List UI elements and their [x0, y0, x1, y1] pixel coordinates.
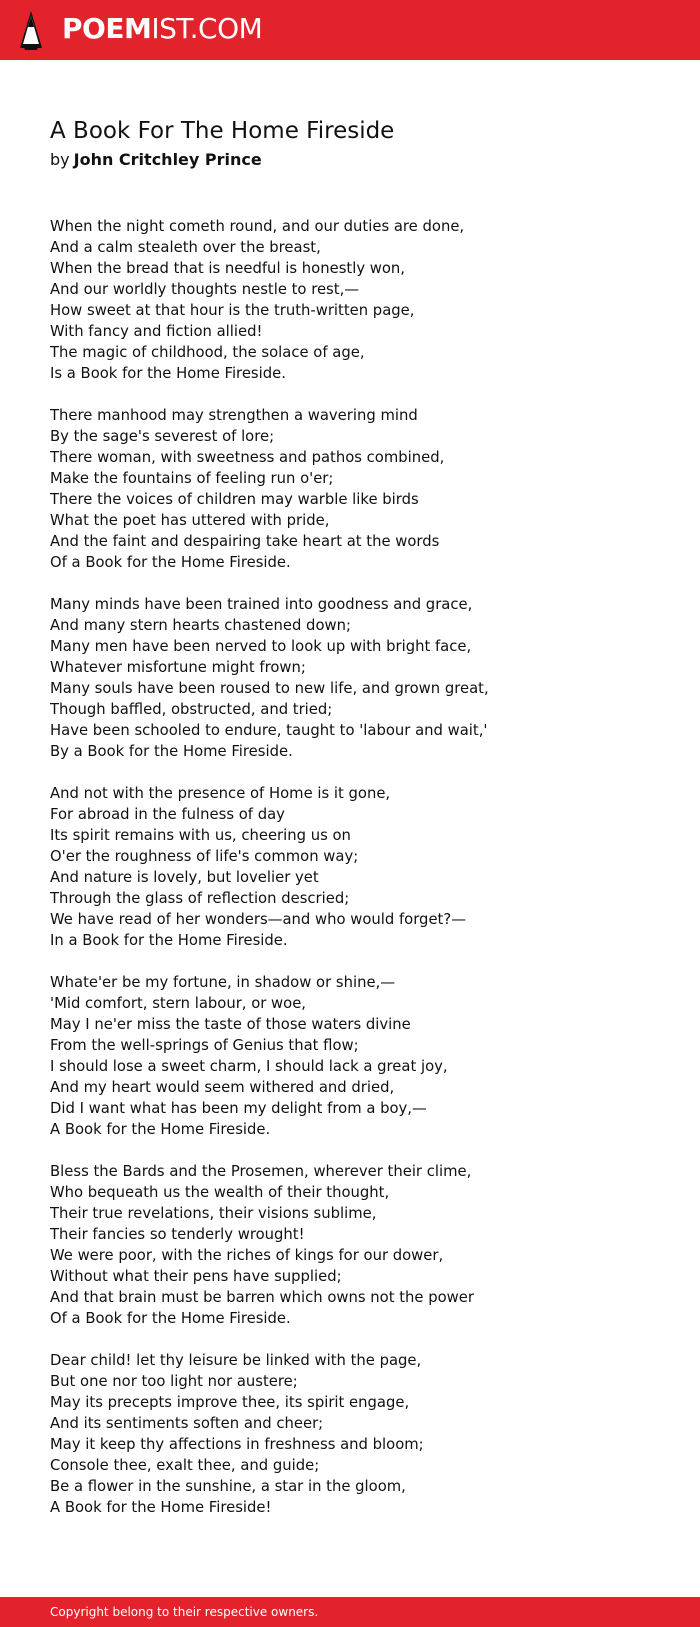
poem-line: O'er the roughness of life's common way; — [50, 848, 359, 865]
poem-line: And nature is lovely, but lovelier yet — [50, 869, 319, 886]
poem-line: What the poet has uttered with pride, — [50, 512, 330, 529]
poem-line: There manhood may strengthen a wavering mind — [50, 407, 418, 424]
poem-line: How sweet at that hour is the truth-written page, — [50, 302, 415, 319]
poem-line: Have been schooled to endure, taught to 'labour and wait,' — [50, 722, 488, 739]
poem-body — [50, 216, 650, 1518]
site-logo-link[interactable] — [62, 11, 262, 47]
poem-line: There woman, with sweetness and pathos combined, — [50, 449, 445, 466]
poem-line: In a Book for the Home Fireside. — [50, 932, 288, 949]
poem-title: A Book For The Home Fireside — [50, 118, 395, 144]
poem-line: When the night cometh round, and our duties are done, — [50, 218, 465, 235]
poem-line: Whatever misfortune might frown; — [50, 659, 306, 676]
pencil-logo-icon[interactable] — [18, 10, 44, 52]
poem-line: Is a Book for the Home Fireside. — [50, 365, 286, 382]
poem-line: Whate'er be my fortune, in shadow or shine,— — [50, 974, 396, 991]
poem-line: Many men have been nerved to look up with bright face, — [50, 638, 472, 655]
site-header — [0, 0, 700, 60]
stanza-4 — [50, 783, 650, 951]
poem-line: Make the fountains of feeling run o'er; — [50, 470, 334, 487]
stanza-2 — [50, 405, 650, 573]
poem-line: And a calm stealeth over the breast, — [50, 239, 321, 256]
poem-line: Bless the Bards and the Prosemen, wherever their clime, — [50, 1163, 472, 1180]
poem-line: Its spirit remains with us, cheering us on — [50, 827, 351, 844]
poem-line: Through the glass of reflection descried; — [50, 890, 350, 907]
poem-line: A Book for the Home Fireside! — [50, 1499, 272, 1516]
poem-line: And our worldly thoughts nestle to rest,— — [50, 281, 360, 298]
poem-line: And its sentiments soften and cheer; — [50, 1415, 324, 1432]
site-footer — [0, 1597, 700, 1627]
poem-line: We have read of her wonders—and who would forget?— — [50, 911, 467, 928]
stanza-3 — [50, 594, 650, 762]
poem-line: A Book for the Home Fireside. — [50, 1121, 271, 1138]
poem-line: The magic of childhood, the solace of age, — [50, 344, 365, 361]
poem-line: May its precepts improve thee, its spirit engage, — [50, 1394, 410, 1411]
poem-line: There the voices of children may warble like birds — [50, 491, 419, 508]
poem-line: Many souls have been roused to new life, and grown great, — [50, 680, 489, 697]
poem-line: But one nor too light nor austere; — [50, 1373, 298, 1390]
poem-line: Though baffled, obstructed, and tried; — [50, 701, 333, 718]
stanza-7 — [50, 1350, 650, 1518]
poem-main — [50, 114, 650, 1539]
brand-strong-text: POEM — [62, 12, 152, 45]
poem-line: Of a Book for the Home Fireside. — [50, 1310, 291, 1327]
poem-line: For abroad in the fulness of day — [50, 806, 285, 823]
poem-line: When the bread that is needful is honestly won, — [50, 260, 406, 277]
poem-line: From the well-springs of Genius that flow; — [50, 1037, 359, 1054]
poem-line: And my heart would seem withered and dried, — [50, 1079, 395, 1096]
stanza-1 — [50, 216, 650, 384]
poem-line: May it keep thy affections in freshness and bloom; — [50, 1436, 424, 1453]
poem-line: I should lose a sweet charm, I should lack a great joy, — [50, 1058, 448, 1075]
poem-line: Their true revelations, their visions sublime, — [50, 1205, 377, 1222]
poem-line: With fancy and fiction allied! — [50, 323, 263, 340]
poem-line: Without what their pens have supplied; — [50, 1268, 342, 1285]
poem-line: Many minds have been trained into goodness and grace, — [50, 596, 473, 613]
poem-line: By a Book for the Home Fireside. — [50, 743, 293, 760]
poem-line: And not with the presence of Home is it gone, — [50, 785, 391, 802]
poem-line: May I ne'er miss the taste of those waters divine — [50, 1016, 411, 1033]
poem-line: And the faint and despairing take heart at the words — [50, 533, 440, 550]
stanza-6 — [50, 1161, 650, 1329]
poem-line: Be a flower in the sunshine, a star in the gloom, — [50, 1478, 406, 1495]
poem-line: Of a Book for the Home Fireside. — [50, 554, 291, 571]
poem-line: Dear child! let thy leisure be linked with the page, — [50, 1352, 422, 1369]
poem-line: 'Mid comfort, stern labour, or woe, — [50, 995, 307, 1012]
copyright-text: Copyright belong to their respective owners. — [50, 1605, 319, 1619]
brand-light-text: IST.COM — [151, 12, 263, 45]
poem-line: Who bequeath us the wealth of their thought, — [50, 1184, 390, 1201]
stanza-5 — [50, 972, 650, 1140]
poem-line: And that brain must be barren which owns not the power — [50, 1289, 474, 1306]
poem-line: And many stern hearts chastened down; — [50, 617, 351, 634]
poem-byline — [50, 148, 650, 172]
poem-line: Console thee, exalt thee, and guide; — [50, 1457, 320, 1474]
by-label: by — [50, 150, 70, 169]
poem-line: Did I want what has been my delight from a boy,— — [50, 1100, 427, 1117]
poem-line: By the sage's severest of lore; — [50, 428, 275, 445]
poem-line: Their fancies so tenderly wrought! — [50, 1226, 305, 1243]
poem-line: We were poor, with the riches of kings for our dower, — [50, 1247, 444, 1264]
author-name[interactable]: John Critchley Prince — [73, 150, 262, 169]
